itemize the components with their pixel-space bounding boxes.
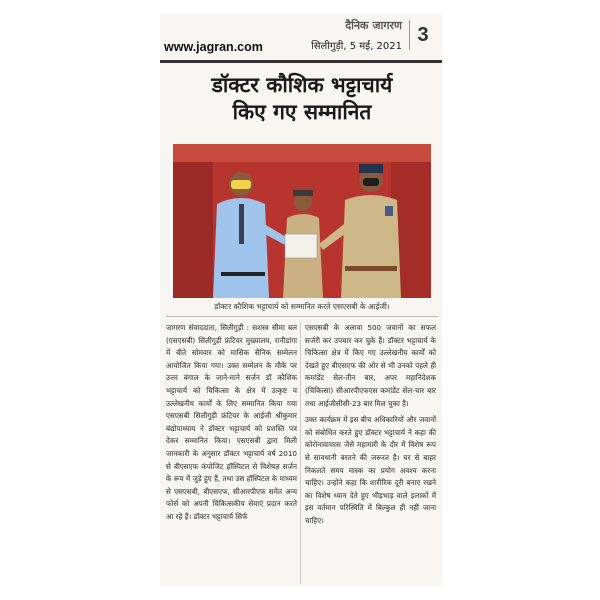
article-paragraph: जागरण संवाददाता, सिलीगुड़ी : सशस्त्र सीमा बल (एसएसबी) सिलीगुड़ी फ्रंटियर मुख्यालय, रानीडांगा में बीते सोमवार को मासिक सैनिक सम्मेलन आयोजित किया गया। उक्त सम्मेलन के मौके पर उत्तर बंगाल के जाने-माने सर्जन डॉ कौशिक भट्टाचार्य को चिकित्सा के क्षेत्र में उत्कृष्ट व उल्लेखनीय कार्यों के लिए सम्मानित किया गया एसएसबी सिलीगुड़ी फ्रंटियर के आईजी श्रीकुमार बंद्योपाध्याय ने डॉक्टर भट्टाचार्य को प्रशस्ति पत्र देकर सम्मानित किया। एसएसबी द्वारा मिली जानकारी के अनुसार डॉक्टर भट्टाचार्य वर्ष 2010 से बीएसएफ कंपोजिट हॉस्पिटल से विशेषज्ञ सर्जन के रूप में जुड़े हुए हैं, तथा उस हॉस्पिटल के माध्यम से एसएसबी, बीएसएफ, सीआरपीएफ समेत अन्य फोर्स को अपनी चिकित्सकीय सेवाएं प्रदान करते आ रहे हैं। डॉक्टर भट्टाचार्य सिर्फ [166, 323, 297, 521]
article-column-1 [166, 322, 297, 528]
article-paragraph: एसएसबी के अलावा 500 जवानों का सफल सर्जरी कर उपचार कर चुके हैं। डॉक्टर भट्टाचार्य के चिकित्सा क्षेत्र में किए गए उल्लेखनीय कार्यों को देखते हुए बीएसएफ की ओर से भी उनको पहले ही कमांडेंट सेल-तीन बार, अपर महानिदेशक (चिकित्सा) सीआरपीएफएस कमांडेंट सेल-चार बार तथा आईजीसीसी-23 बार मिल चुका है। [305, 323, 436, 408]
photo-caption: डॉक्टर कौशिक भट्टाचार्य को सम्मानित करते एसएसबी के आईजी। [214, 302, 390, 311]
headline [166, 72, 438, 126]
article-column-2 [305, 322, 436, 532]
certificate [285, 234, 317, 258]
newspaper-name: दैनिक जागरण [345, 19, 402, 32]
news-photo [173, 144, 431, 298]
dateline: सिलीगुड़ी, 5 मई, 2021 [311, 41, 402, 52]
headline-line-1: डॉक्टर कौशिक भट्टाचार्य [211, 73, 393, 97]
caption-divider [166, 316, 438, 317]
page-number: 3 [409, 20, 436, 50]
masthead-rule [160, 60, 442, 63]
headline-line-2: किए गए सम्मानित [232, 100, 372, 124]
newspaper-clipping [160, 14, 442, 586]
award-ceremony-photo [173, 144, 431, 298]
masthead [160, 14, 442, 58]
column-divider [300, 322, 301, 584]
website-url: www.jagran.com [164, 40, 263, 54]
article-paragraph: उक्त कार्यक्रम में इस बीच अधिकारियों और जवानों को संबोधित करते हुए डॉक्टर भट्टाचार्य ने कहा की कोरोनावायरस जैसे महामारी के दौर में विशेष रूप से सावधानी बरतने की जरूरत है। घर से बाहर निकलते समय मास्क का प्रयोग अवश्य करना चाहिए। उन्होंने कहा कि शारीरिक दूरी बनाए रखने का विशेष ध्यान देते हुए भीड़भाड़ वाले इलाकों में इस वर्तमान परिस्थिति में बिल्कुल ही नहीं जाना चाहिए। [305, 415, 436, 525]
